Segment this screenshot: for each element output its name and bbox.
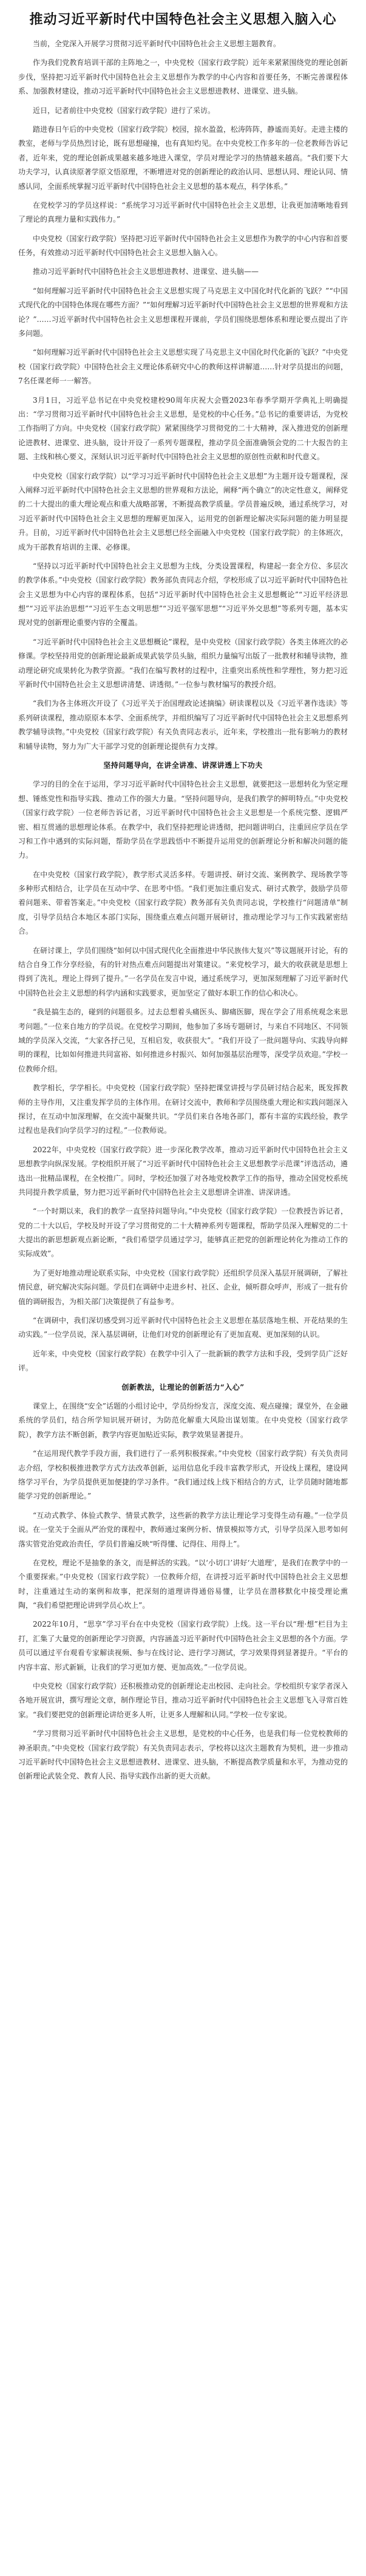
paragraph: “坚持以习近平新时代中国特色社会主义思想为主线，分类设置课程，构建起一套全方位、多层次的教学体系。”中央党校（国家行政学院）教务部负责同志介绍，学校形成了以习近平新时代中国特色社会主义思想为中心内容的课程体系，包括“习近平新时代中国特色社会主义思想概论”“习近平经济思想”“习近平法治思想”“习近平生态文明思想”“习近平强军思想”“习近平外交思想”等系列专题，基本实现对党的创新理论重要内容的全覆盖。 bbox=[18, 561, 348, 627]
paragraph: 近日，记者前往中央党校（国家行政学院）进行了采访。 bbox=[33, 106, 215, 115]
section-subheading: 创新教法，让理论的创新活力“入心” bbox=[121, 1382, 245, 1392]
paragraph: “在运用现代教学手段方面，我们进行了一系列积极探索。”中央党校（国家行政学院）有关负责同志介绍，学校积极推进教学方式方法改革创新，运用信息化手段丰富教学形式，开设线上课程，建设网络学习平台，为学员提供更加便捷的学习条件。“我们通过线上线下相结合的方式，让学员随时随地都能学习党的创新理论。” bbox=[18, 1449, 348, 1501]
paragraph: 在党校，理论不是抽象的条文，而是鲜活的实践。“以‘小切口’讲好‘大道理’，是我们在教学中的一个重要探索。”中央党校（国家行政学院）一位教师介绍，在讲授习近平新时代中国特色社会主义思想时，注重通过生动的案例和故事，把深刻的道理讲得通俗易懂，让学员在潜移默化中接受理论熏陶，“我们希望把理论讲到学员心坎上”。 bbox=[18, 1558, 348, 1610]
paragraph: 在党校学习的学员这样说：“系统学习习近平新时代中国特色社会主义思想，让我更加清晰地看到了理论的真理力量和实践伟力。” bbox=[18, 200, 348, 224]
paragraph: 学习的目的全在于运用，学习习近平新时代中国特色社会主义思想，就要把这一思想转化为坚定理想、锤炼党性和指导实践、推动工作的强大力量。“坚持问题导向，是我们教学的鲜明特点。”中央党校（国家行政学院）一位老师告诉记者，习近平新时代中国特色社会主义思想是一个系统完整、逻辑严密、相互贯通的思想理论体系。在教学中，我们坚持把理论讲透彻，把问题讲明白，注重回应学员在学习和工作中遇到的实际问题，帮助学员在学思践悟中不断提升运用党的创新理论分析和解决问题的能力。 bbox=[18, 780, 348, 860]
paragraph: 踏进春日午后的中央党校（国家行政学院）校园，掠水盈盈，松涛阵阵，静谧而美好。走进主楼的教室，老师与学员热烈讨论，既有思想碰撞，也有真知灼见。在中央党校工作多年的一位老教师告诉记者，近年来，党的理论创新成果越来越多地进入课堂，学员对理论学习的热情越来越高。“我们要下大功夫学习，认真读原著学原文悟原理，不断增进对党的创新理论的政治认同、思想认同、理论认同、情感认同，全面系统掌握习近平新时代中国特色社会主义思想的基本观点，科学体系。” bbox=[18, 125, 348, 191]
paragraph: “在调研中，我们深切感受到习近平新时代中国特色社会主义思想在基层落地生根、开花结果的生动实践。”一位学员说，深入基层调研，让他们对党的创新理论有了更加直观、更加深刻的认识。 bbox=[18, 1316, 348, 1339]
paragraph: 在中央党校（国家行政学院），教学形式灵活多样。专题讲授、研讨交流、案例教学、现场教学等多种形式相结合，让学员在互动中学、在思考中悟。“我们更加注重启发式、研讨式教学，鼓励学员带着问题来、带着答案走。”中央党校（国家行政学院）教务部有关负责同志说，学校推行“问题清单”制度，引导学员结合本地区本部门实际，围绕重点难点问题开展研讨，推动理论学习与工作实践紧密结合。 bbox=[18, 870, 348, 936]
paragraph: 课堂上，在围绕“安全”话题的小组讨论中，学员纷纷发言，深度交流、观点碰撞；课堂外，在金融系统的学员们，结合所学知识展开研讨，为防范化解重大风险出谋划策。在中央党校（国家行政学院），教学方法不断创新，教学内容更加贴近实际，教学效果显著提升。 bbox=[18, 1401, 348, 1439]
paragraph: “互动式教学、体验式教学、情景式教学，这些新的教学方法让理论学习变得生动有趣。”一位学员说。在一堂关于全面从严治党的课程中，教师通过案例分析、情景模拟等方式，引导学员深入思考如何落实管党治党政治责任，学员们普遍反映“听得懂、记得住、用得上”。 bbox=[18, 1511, 348, 1548]
paragraph: “一个时期以来，我们的教学一直坚持问题导向。”中央党校（国家行政学院）一位教授告诉记者，党的二十大以后，学校及时开设了学习贯彻党的二十大精神系列专题课程，帮助学员深入理解党的二十大提出的新思想新观点新论断，“我们希望学员通过学习，能够真正把党的创新理论转化为推动工作的实际成效”。 bbox=[18, 1207, 348, 1259]
paragraph: 中央党校（国家行政学院）以“学习习近平新时代中国特色社会主义思想”为主题开设专题课程，深入阐释习近平新时代中国特色社会主义思想的世界观和方法论，阐释“两个确立”的决定性意义，阐释党的二十大提出的重大理论观点和重大战略部署，不断提高教学质量。学员普遍反映，通过系统学习，对习近平新时代中国特色社会主义思想的理解更加深入，运用党的创新理论解决实际问题的能力明显提升。目前，习近平新时代中国特色社会主义思想已经全面融入中央党校（国家行政学院）的主体班次，成为干部教育培训的主课、必修课。 bbox=[18, 471, 348, 552]
paragraph: 3月1日，习近平总书记在中央党校建校90周年庆祝大会暨2023年春季学期开学典礼上明确提出：“学习贯彻习近平新时代中国特色社会主义思想，是党校的中心任务。”总书记的重要讲话，为党校工作指明了方向。中央党校（国家行政学院）紧紧围绕学习贯彻党的二十大精神，深入推进党的创新理论进教材、进课堂、进头脑，设计开设了一系列专题课程，推动学员全面准确领会党的二十大报告的主题、主线和核心要义，深刻认识习近平新时代中国特色社会主义思想的原创性贡献和时代意义。 bbox=[18, 395, 348, 462]
paragraph: “如何理解习近平新时代中国特色社会主义思想实现了马克思主义中国化时代化新的飞跃？”“中国式现代化的中国特色体现在哪些方面？”“如何理解习近平新时代中国特色社会主义思想的世界观和方法论？”……习近平新时代中国特色社会主义思想课程开课前，学员们围绕思想体系和理论要点提出了许多问题。 bbox=[18, 286, 348, 338]
section-subheading: 坚持问题导向，在讲全讲准、讲深讲透上下功夫 bbox=[103, 760, 263, 770]
paragraph: 为了更好地推动理论联系实际，中央党校（国家行政学院）还组织学员深入基层开展调研，了解社情民意，研究解决实际问题。学员们在调研中走进乡村、社区、企业，倾听群众呼声，形成了一批有价值的调研报告，为相关部门决策提供了有益参考。 bbox=[18, 1268, 348, 1306]
paragraph: 教学相长，学学相长。中央党校（国家行政学院）坚持把课堂讲授与学员研讨结合起来，既发挥教师的主导作用，又注重发挥学员的主体作用。在研讨交流中，教师和学员围绕重大理论和实践问题深入探讨，在互动中加深理解，在交流中凝聚共识。“学员们来自各地各部门，都有丰富的实践经验，教学过程也是我们向学员学习的过程。”一位教师说。 bbox=[18, 1084, 348, 1135]
paragraph: 作为我们党教育培训干部的主阵地之一，中央党校（国家行政学院）近年来紧紧围绕党的理论创新步伐，坚持把习近平新时代中国特色社会主义思想作为教学的中心内容和首要任务，不断完善课程体系、加强教材建设，推动习近平新时代中国特色社会主义思想进教材、进课堂、进头脑。 bbox=[18, 58, 348, 96]
paragraph: “习近平新时代中国特色社会主义思想概论”课程，是中央党校（国家行政学院）各类主体班次的必修课。学校坚持用党的创新理论最新成果武装学员头脑，组织力量编写出版了一批教材和辅导读物，推动理论研究成果转化为教学资源。“我们在编写教材的过程中，注重突出系统性和学理性，努力把习近平新时代中国特色社会主义思想讲清楚、讲透彻。”一位参与教材编写的教授介绍。 bbox=[18, 637, 348, 689]
paragraph: 当前，全党深入开展学习贯彻习近平新时代中国特色社会主义思想主题教育。 bbox=[33, 39, 281, 48]
paragraph: 中央党校（国家行政学院）还积极推动党的创新理论走出校园、走向社会。学校组织专家学者深入各地开展宣讲，撰写理论文章，制作理论节目，推动习近平新时代中国特色社会主义思想飞入寻常百姓家。“我们要把党的创新理论讲给更多人听，让更多人理解和认同。”学校一位专家说。 bbox=[18, 1682, 348, 1719]
paragraph: “学习贯彻习近平新时代中国特色社会主义思想，是党校的中心任务，也是我们每一位党校教师的神圣职责。”中央党校（国家行政学院）有关负责同志表示，学校将以这次主题教育为契机，进一步推动习近平新时代中国特色社会主义思想进教材、进课堂、进头脑，不断提高教学质量和水平，为推动党的创新理论武装全党、教育人民、指导实践作出新的更大贡献。 bbox=[18, 1729, 348, 1781]
paragraph: 推动习近平新时代中国特色社会主义思想进教材、进课堂、进头脑—— bbox=[33, 267, 259, 276]
paragraph: “我是搞生态的，碰到的问题很多。过去总想着头痛医头、脚痛医脚，现在学会了用系统观念来思考问题。”一位来自地方的学员说。在党校学习期间，他参加了多场专题研讨，与来自不同地区、不同领域的学员深入交流，“大家各抒己见，互相启发，收获很大”。“我们开设了一批问题导向、实践导向鲜明的课程，比如如何推进共同富裕、如何推进乡村振兴、如何加强基层治理等，深受学员欢迎。”学校一位教师介绍。 bbox=[18, 1008, 348, 1073]
paragraph: 中央党校（国家行政学院）坚持把习近平新时代中国特色社会主义思想作为教学的中心内容和首要任务，有效推动习近平新时代中国特色社会主义思想入脑入心。 bbox=[18, 234, 348, 258]
paragraph: “如何理解习近平新时代中国特色社会主义思想实现了马克思主义中国化时代化新的飞跃？”中央党校（国家行政学院）中国特色社会主义理论体系研究中心的教师这样讲解道……针对学员提出的问题，7名任课老师一一解答。 bbox=[18, 348, 348, 386]
paragraph: 近年来，中央党校（国家行政学院）在教学中引入了一批新颖的教学方法和手段，受到学员广泛好评。 bbox=[18, 1349, 348, 1373]
paragraph: 2022年，中央党校（国家行政学院）进一步深化教学改革，推动习近平新时代中国特色社会主义思想教学向纵深发展。学校组织开展了“习近平新时代中国特色社会主义思想教学示范课”评选活动，遴选出一批精品课程，在全校推广。同时，学校还加强了对各地党校教学工作的指导，推动全国党校系统共同提升教学质量，努力把习近平新时代中国特色社会主义思想讲全讲准、讲深讲透。 bbox=[18, 1145, 348, 1197]
article-title: 推动习近平新时代中国特色社会主义思想入脑入心 bbox=[29, 12, 337, 27]
paragraph: “我们为各主体班次开设了《习近平关于治国理政论述摘编》研读课程以及《习近平著作选读》等系列研读课程，推动原原本本学、全面系统学，并组织编写了习近平新时代中国特色社会主义思想系列教学辅导读物。”中央党校（国家行政学院）有关负责同志表示，近年来，学校推出一批有影响力的教材和辅导读物，努力为广大干部学习党的创新理论提供有力支撑。 bbox=[18, 699, 348, 751]
paragraph: 2022年10月，“思享”学习平台在中央党校（国家行政学院）上线。这一平台以“理·想”栏目为主打，汇集了大量党的创新理论学习资源，内容涵盖习近平新时代中国特色社会主义思想的各个方面。学员可以通过平台观看专家解读视频、参与在线讨论、进行学习测试，学习效果得到显著提升。“平台的内容丰富、形式新颖，让我们的学习更加方便、更加高效。”一位学员说。 bbox=[18, 1620, 348, 1672]
paragraph: 在研讨课上，学员们围绕“如何以中国式现代化全面推进中华民族伟大复兴”等议题展开讨论，有的结合自身工作分享经验，有的针对热点难点问题提出对策建议。“来党校学习，最大的收获就是思想上得到了洗礼，理论上得到了提升。”一名学员在发言中说，通过系统学习，更加深刻理解了习近平新时代中国特色社会主义思想的科学内涵和实践要求，更加坚定了做好本职工作的信心和决心。 bbox=[18, 946, 348, 997]
